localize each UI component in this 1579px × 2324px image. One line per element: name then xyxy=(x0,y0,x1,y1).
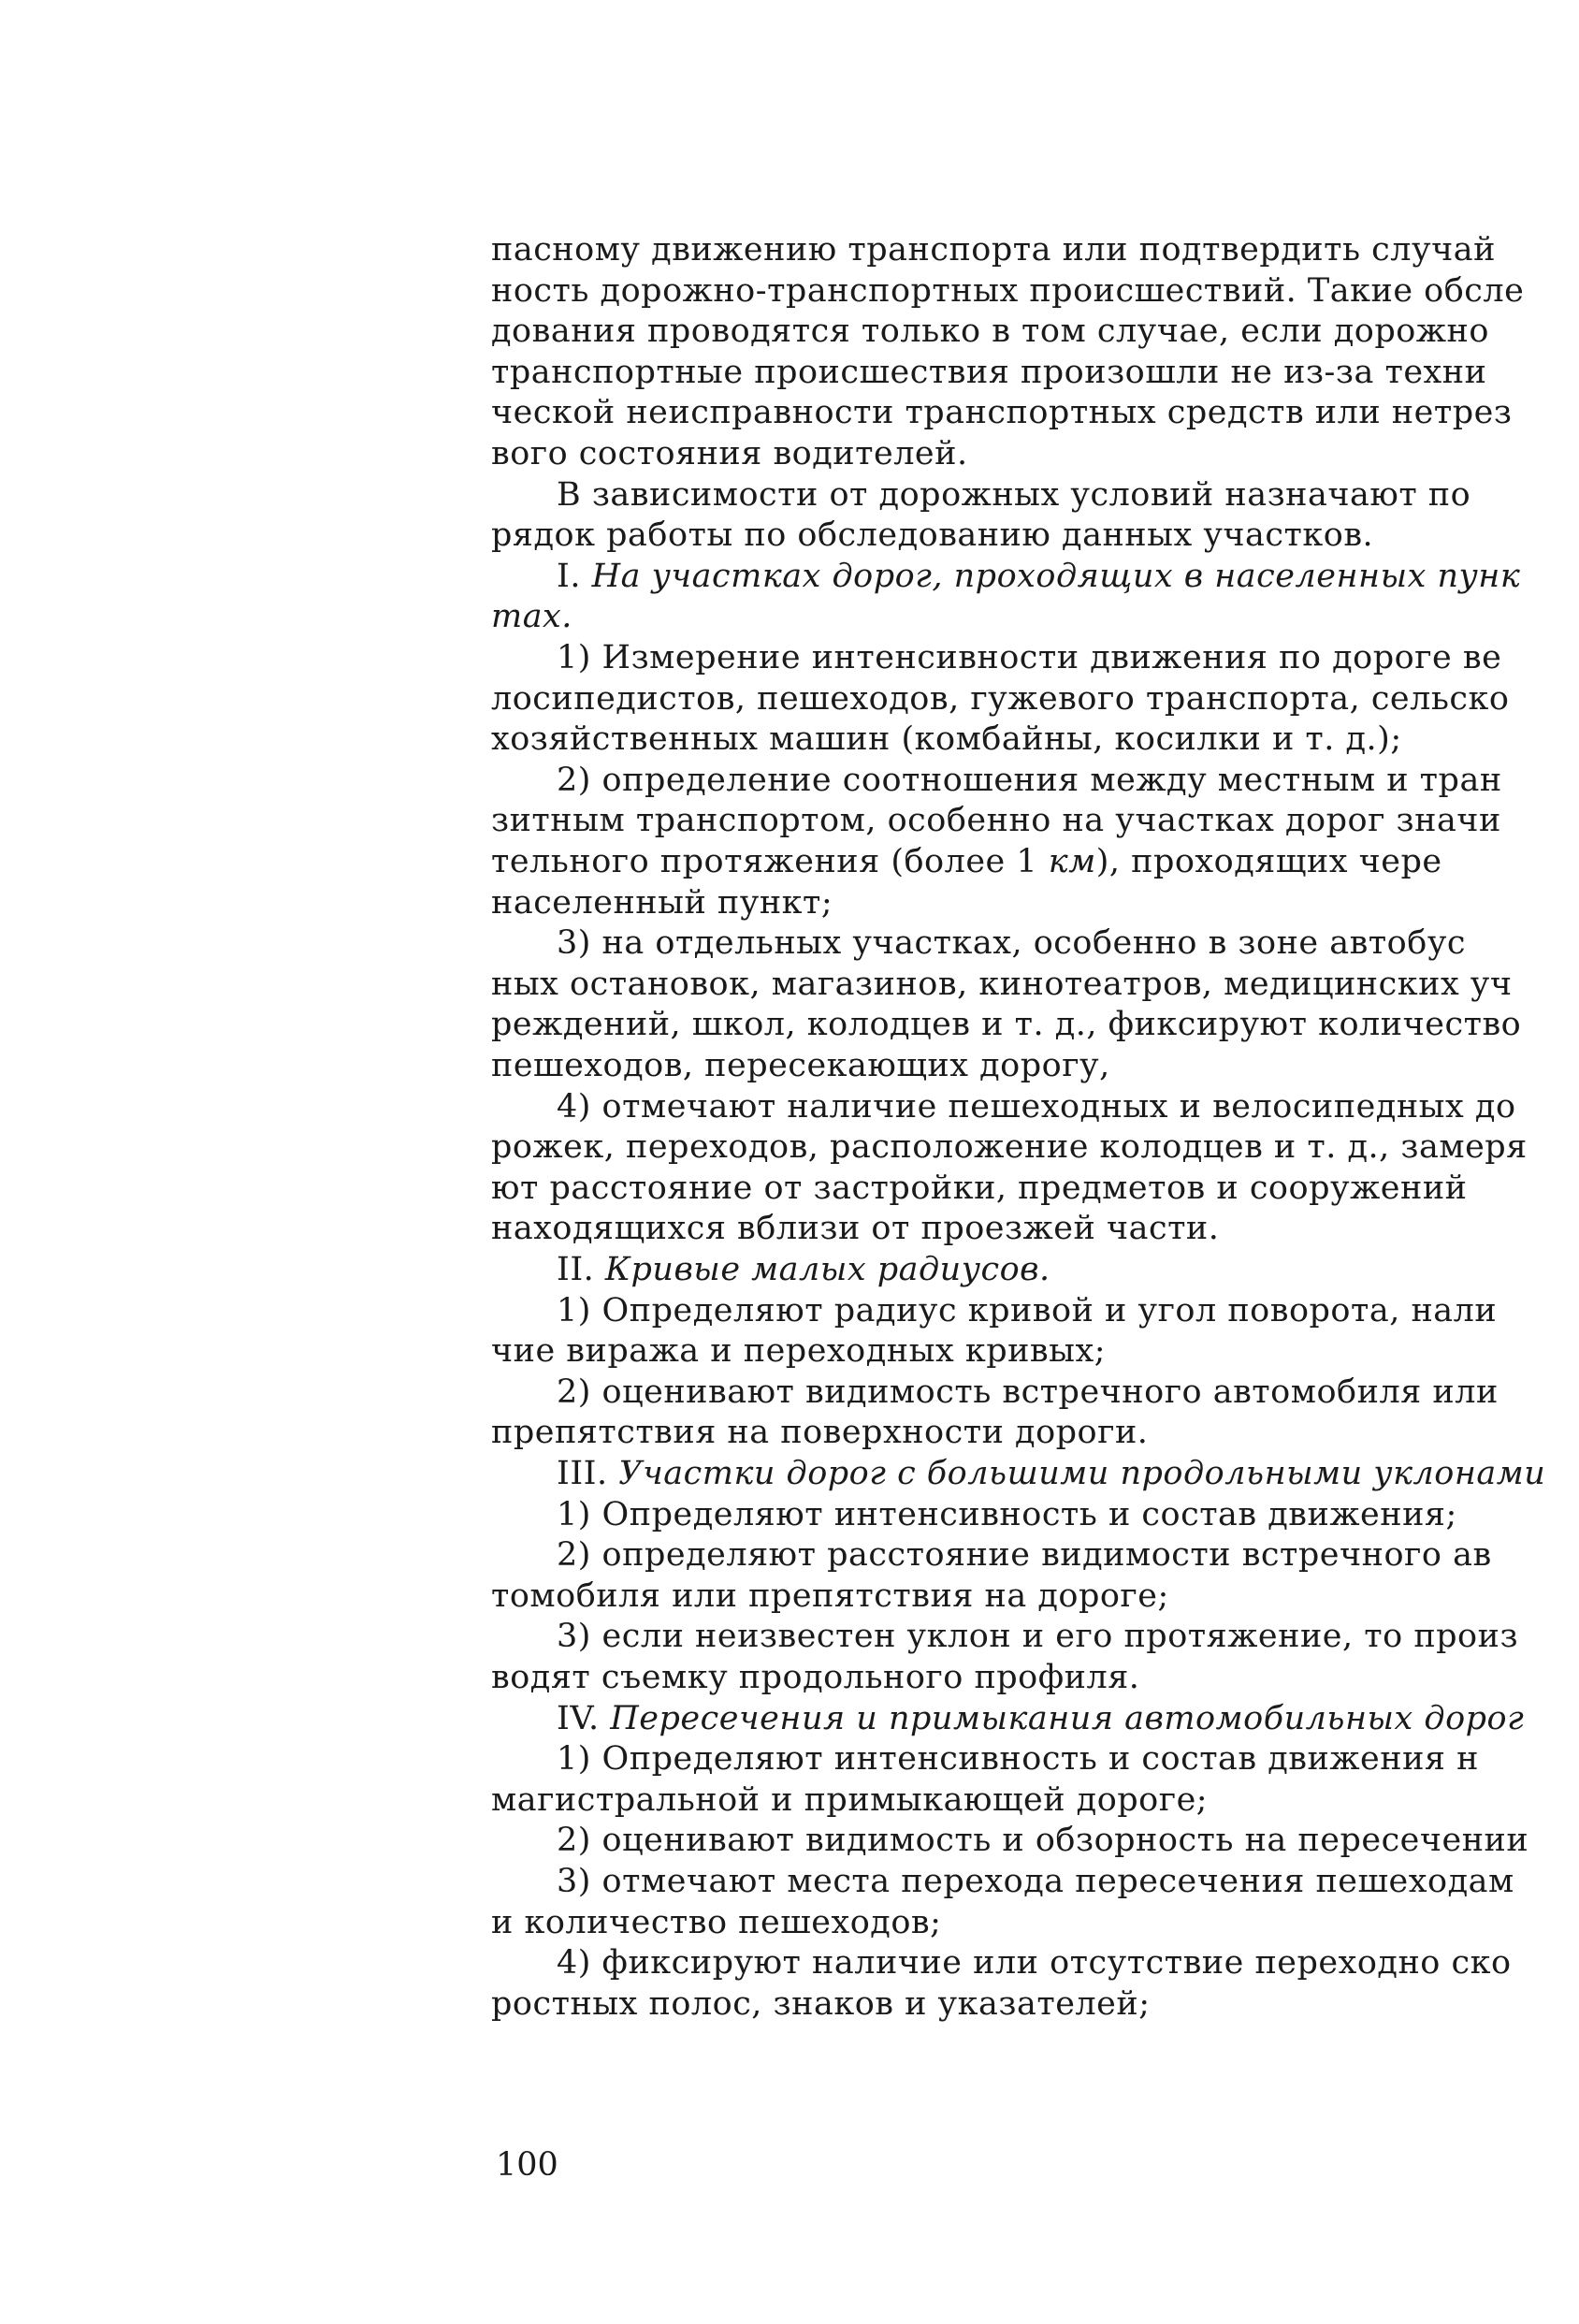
text-line xyxy=(491,1005,1521,1045)
text-line xyxy=(491,719,1402,760)
text-span: препятствия на поверхности дороги. xyxy=(491,1414,1149,1452)
text-line xyxy=(491,1331,1106,1372)
text-line xyxy=(557,1821,1528,1861)
italic-text: Пересечения и примыкания автомобильных дорог xyxy=(610,1699,1525,1737)
text-span: I. xyxy=(557,557,592,595)
text-span: В зависимости от дорожных условий назначают по xyxy=(557,475,1471,514)
text-span: магистральной и примыкающей дороге; xyxy=(491,1780,1209,1819)
text-span: рядок работы по обследованию данных участков. xyxy=(491,516,1374,555)
text-span: 1) Определяют интенсивность и состав движения н xyxy=(557,1740,1479,1779)
text-span: зитным транспортом, особенно на участках дорог значи xyxy=(491,802,1501,840)
text-span: реждений, школ, колодцев и т. д., фиксируют количество xyxy=(491,1006,1522,1044)
text-line xyxy=(491,1903,941,1943)
text-span: ность дорожно-транспортных происшествий. Такие обсле xyxy=(491,271,1525,310)
text-line xyxy=(491,1658,1139,1698)
text-span: 3) на отдельных участках, особенно в зоне автобус xyxy=(557,924,1467,963)
text-line xyxy=(557,638,1501,678)
text-span: лосипедистов, пешеходов, гужевого транспорта, сельско xyxy=(491,679,1510,718)
text-span: IV. xyxy=(557,1699,611,1737)
text-span: пасному движению транспорта или подтвердить случай xyxy=(491,231,1496,269)
text-line xyxy=(557,1943,1512,1983)
text-span: 3) если неизвестен уклон и его протяжение, то произ xyxy=(557,1618,1519,1656)
text-span: 1) Измерение интенсивности движения по дороге ве xyxy=(557,639,1502,676)
text-line xyxy=(491,597,572,637)
text-line xyxy=(491,842,1442,882)
text-line xyxy=(491,353,1486,393)
text-line xyxy=(557,1291,1497,1331)
text-span: 2) определяют расстояние видимости встречного ав xyxy=(557,1536,1492,1575)
text-span: 2) оценивают видимость встречного автомобиля или xyxy=(557,1373,1499,1411)
text-line xyxy=(491,271,1524,312)
text-line xyxy=(557,1087,1516,1127)
text-span: 2) оценивают видимость и обзорность на пересечении xyxy=(557,1822,1529,1860)
text-span: ), проходящих чере xyxy=(1095,843,1442,880)
text-line xyxy=(557,1250,1050,1290)
text-line xyxy=(491,801,1501,841)
italic-text: Кривые малых радиусов. xyxy=(604,1251,1050,1288)
text-span: тельного протяжения (более 1 xyxy=(491,843,1049,880)
italic-text: Участки дорог с большими продольными уклонами xyxy=(618,1455,1546,1492)
text-line xyxy=(557,1454,1545,1494)
text-line xyxy=(491,230,1496,270)
text-span: и количество пешеходов; xyxy=(491,1903,942,1941)
text-line xyxy=(557,475,1470,516)
text-line xyxy=(491,965,1513,1005)
text-span: ческой неисправности транспортных средств или нетрез xyxy=(491,394,1513,432)
text-span: хозяйственных машин (комбайны, косилки и т. д.); xyxy=(491,720,1402,759)
text-line xyxy=(491,1209,1219,1249)
text-span: вого состояния водителей. xyxy=(491,435,968,472)
text-line xyxy=(557,1373,1499,1413)
text-span: 2) определение соотношения между местным и тран xyxy=(557,761,1502,799)
text-span: томобиля или препятствия на дороге; xyxy=(491,1576,1169,1615)
text-span: II. xyxy=(557,1251,605,1288)
text-line xyxy=(557,1699,1524,1739)
text-span: ростных полос, знаков и указателей; xyxy=(491,1984,1151,2023)
page-number: 100 xyxy=(496,2146,558,2184)
text-line xyxy=(557,557,1520,597)
text-span: 4) фиксируют наличие или отсутствие переходно ско xyxy=(557,1944,1512,1983)
text-line xyxy=(491,1984,1151,2025)
text-line xyxy=(557,1617,1518,1657)
text-line xyxy=(491,1576,1169,1617)
text-line xyxy=(491,393,1512,433)
text-line xyxy=(491,1169,1467,1209)
text-line xyxy=(557,1535,1492,1576)
text-span: дования проводятся только в том случае, если дорожно xyxy=(491,312,1489,351)
text-span: 3) отмечают места перехода пересечения пешеходам xyxy=(557,1863,1514,1900)
italic-text: На участках дорог, проходящих в населенных пунк xyxy=(591,557,1521,595)
text-span: пешеходов, пересекающих дорогу, xyxy=(491,1047,1110,1084)
text-span: 1) Определяют интенсивность и состав движения; xyxy=(557,1495,1457,1533)
text-line xyxy=(491,1413,1148,1453)
body-text xyxy=(491,230,1579,2111)
text-line xyxy=(491,883,833,923)
text-span: населенный пункт; xyxy=(491,883,833,922)
text-line xyxy=(557,1739,1479,1779)
italic-text: тах. xyxy=(491,598,572,636)
text-line xyxy=(491,516,1373,556)
text-span: транспортные происшествия произошли не из-за техни xyxy=(491,353,1487,391)
text-span: водят съемку продольного профиля. xyxy=(491,1659,1140,1696)
text-span: рожек, переходов, расположение колодцев и т. д., замеря xyxy=(491,1128,1528,1167)
text-line xyxy=(557,761,1502,801)
text-span: 4) отмечают наличие пешеходных и велосипедных до xyxy=(557,1087,1516,1126)
text-line xyxy=(491,679,1509,719)
text-span: находящихся вблизи от проезжей части. xyxy=(491,1210,1220,1248)
text-line xyxy=(491,1127,1528,1168)
text-line xyxy=(491,312,1489,352)
text-line xyxy=(491,434,968,474)
text-span: ных остановок, магазинов, кинотеатров, медицинских уч xyxy=(491,965,1513,1003)
text-line xyxy=(557,1862,1514,1902)
text-line xyxy=(491,1780,1208,1821)
text-line xyxy=(491,1046,1110,1086)
text-span: 1) Определяют радиус кривой и угол поворота, нали xyxy=(557,1291,1498,1329)
text-span: III. xyxy=(557,1455,619,1492)
text-span: чие виража и переходных кривых; xyxy=(491,1332,1107,1371)
text-span: ют расстояние от застройки, предметов и сооружений xyxy=(491,1169,1468,1207)
text-line xyxy=(557,1495,1457,1535)
text-line xyxy=(557,923,1466,964)
italic-text: км xyxy=(1048,843,1096,880)
